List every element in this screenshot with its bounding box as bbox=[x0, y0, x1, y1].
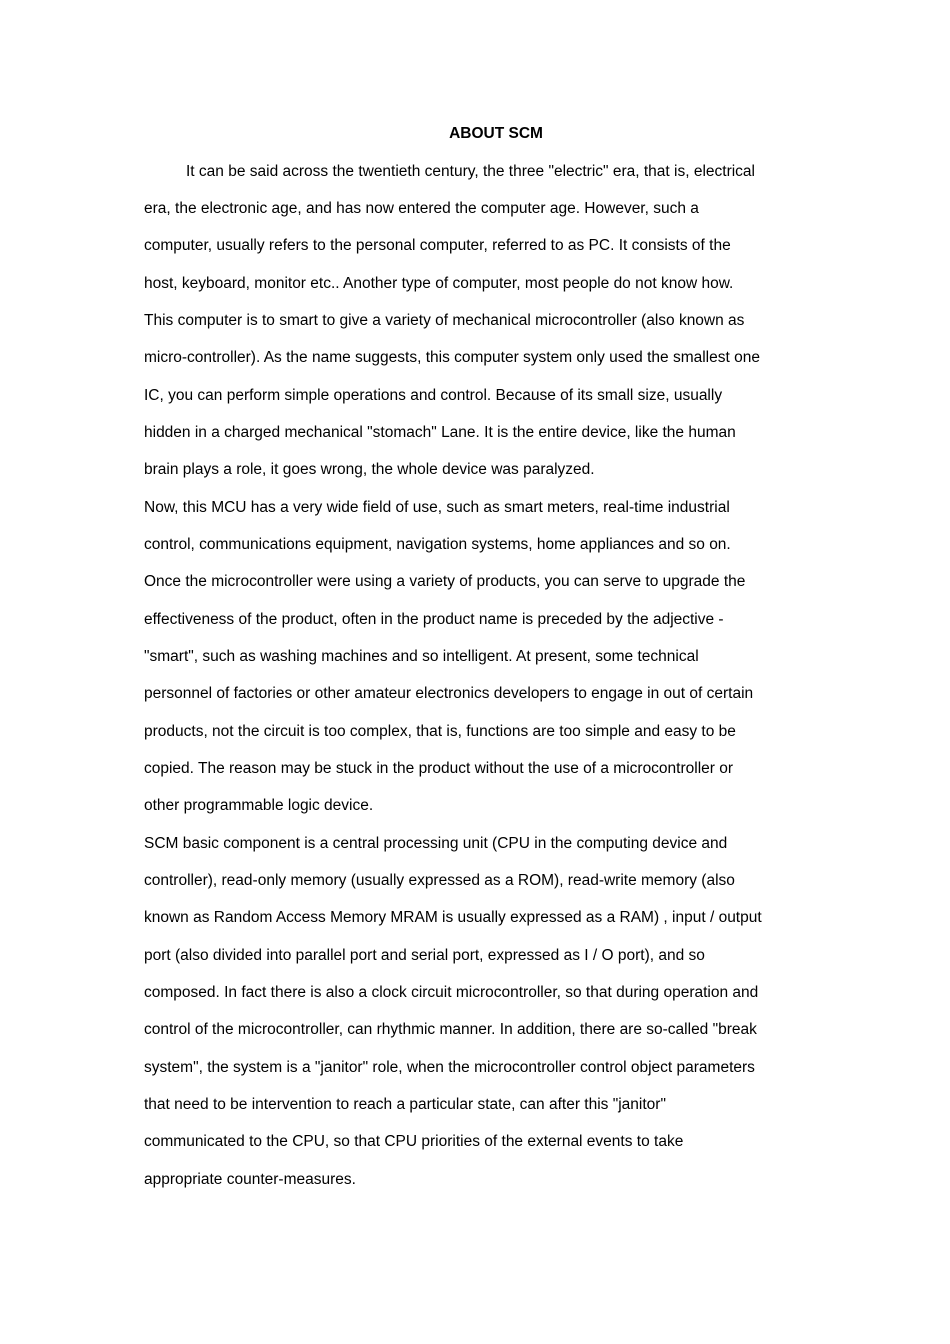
paragraph-2-line: products, not the circuit is too complex, that is, functions are too simple and easy to be bbox=[144, 723, 736, 740]
paragraph-3-line: composed. In fact there is also a clock circuit microcontroller, so that during operation and bbox=[144, 984, 759, 1001]
paragraph-2-line: Now, this MCU has a very wide field of use, such as smart meters, real-time industrial bbox=[144, 499, 730, 516]
paragraph-1-line: host, keyboard, monitor etc.. Another type of computer, most people do not know how. bbox=[144, 275, 734, 292]
paragraph-3-line: appropriate counter-measures. bbox=[144, 1171, 356, 1188]
paragraph-2-line: "smart", such as washing machines and so intelligent. At present, some technical bbox=[144, 648, 699, 665]
paragraph-3-line: control of the microcontroller, can rhythmic manner. In addition, there are so-called "break bbox=[144, 1021, 757, 1038]
paragraph-1-line: IC, you can perform simple operations and control. Because of its small size, usually bbox=[144, 387, 723, 404]
page-title: ABOUT SCM bbox=[449, 125, 543, 142]
paragraph-2-line: personnel of factories or other amateur electronics developers to engage in out of certain bbox=[144, 685, 754, 702]
paragraph-1-line: computer, usually refers to the personal computer, referred to as PC. It consists of the bbox=[144, 237, 731, 254]
paragraph-3-line: known as Random Access Memory MRAM is usually expressed as a RAM) , input / output bbox=[144, 909, 762, 926]
paragraph-3-line: port (also divided into parallel port and serial port, expressed as I / O port), and so bbox=[144, 947, 705, 964]
paragraph-1-line: brain plays a role, it goes wrong, the whole device was paralyzed. bbox=[144, 461, 595, 478]
paragraph-3-line: SCM basic component is a central processing unit (CPU in the computing device and bbox=[144, 835, 728, 852]
paragraph-2-line: effectiveness of the product, often in the product name is preceded by the adjective - bbox=[144, 611, 724, 628]
paragraph-2-line: control, communications equipment, navigation systems, home appliances and so on. bbox=[144, 536, 731, 553]
paragraph-1-line: This computer is to smart to give a variety of mechanical microcontroller (also known as bbox=[144, 312, 745, 329]
paragraph-2-line: copied. The reason may be stuck in the product without the use of a microcontroller or bbox=[144, 760, 734, 777]
paragraph-1-line: It can be said across the twentieth century, the three "electric" era, that is, electrical bbox=[186, 163, 755, 180]
paragraph-3-line: controller), read-only memory (usually expressed as a ROM), read-write memory (also bbox=[144, 872, 735, 889]
paragraph-1-line: era, the electronic age, and has now entered the computer age. However, such a bbox=[144, 200, 699, 217]
paragraph-2-line: other programmable logic device. bbox=[144, 797, 374, 814]
paragraph-1-line: hidden in a charged mechanical "stomach" Lane. It is the entire device, like the human bbox=[144, 424, 736, 441]
paragraph-2-line: Once the microcontroller were using a variety of products, you can serve to upgrade the bbox=[144, 573, 746, 590]
paragraph-3-line: system", the system is a "janitor" role, when the microcontroller control object parameters bbox=[144, 1059, 755, 1076]
paragraph-3-line: that need to be intervention to reach a particular state, can after this "janitor" bbox=[144, 1096, 666, 1113]
paragraph-3-line: communicated to the CPU, so that CPU priorities of the external events to take bbox=[144, 1133, 684, 1150]
paragraph-1-line: micro-controller). As the name suggests, this computer system only used the smallest one bbox=[144, 349, 760, 366]
